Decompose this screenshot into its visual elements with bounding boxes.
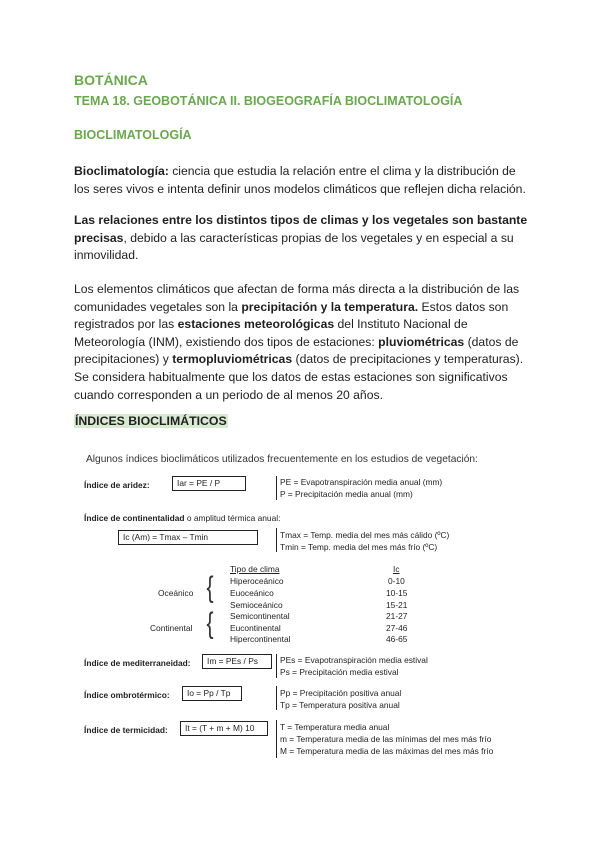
clima-row-range: 46-65	[386, 634, 408, 644]
clima-row-range: 15-21	[386, 600, 408, 610]
paragraph-climate-elements	[74, 281, 534, 404]
continentalidad-def1: Tmax = Temp. media del mes más cálido (ºC)	[280, 530, 450, 540]
clima-row-name: Hipercontinental	[230, 634, 291, 644]
clima-row-name: Hiperoceánico	[230, 576, 284, 586]
continentalidad-label: Índice de continentalidad	[84, 513, 185, 523]
text-span: (datos de precipitaciones) y	[74, 334, 519, 367]
divider-line	[276, 720, 277, 758]
termicidad-label: Índice de termicidad:	[84, 725, 168, 735]
termicidad-formula: It = (T + m + M) 10	[180, 721, 268, 736]
continental-group: Continental	[150, 623, 193, 633]
indices-figure	[80, 452, 530, 764]
bold-span: pluviométricas	[378, 334, 465, 349]
termicidad-def3: M = Temperatura media de las máximas del mes más frío	[280, 746, 494, 756]
text-span: del Instituto Nacional de Meteorología (INM), existiendo dos tipos de estaciones:	[74, 317, 468, 349]
divider-line	[276, 654, 277, 678]
clima-row-range: 10-15	[386, 588, 408, 598]
continentalidad-def2: Tmin = Temp. media del mes más frío (ºC)	[280, 542, 438, 552]
oceanico-brace: {	[206, 571, 214, 604]
divider-line	[276, 528, 277, 552]
topic-title: TEMA 18. GEOBOTÁNICA II. BIOGEOGRAFÍA BIOCLIMATOLOGÍA	[74, 94, 463, 108]
ombrotermico-formula: Io = Pp / Tp	[182, 686, 242, 701]
bold-span: precipitación y la temperatura.	[241, 299, 419, 314]
definition-text: ciencia que estudia la relación entre el clima y la distribución de los seres vivos e intenta definir unos modelos climáticos que reflejen dicha relación.	[74, 164, 526, 196]
relations-text: , debido a las características propias de los vegetales y en especial a su inmovilidad.	[74, 230, 514, 263]
continentalidad-formula: Ic (Am) = Tmax – Tmin	[118, 530, 258, 545]
relations-bold: Las relaciones entre los distintos tipos de climas y los vegetales son bastante precisas	[74, 213, 528, 245]
section-heading: BIOCLIMATOLOGÍA	[74, 128, 192, 142]
aridez-def1: PE = Evapotranspiración media anual (mm)	[280, 477, 443, 487]
bold-span: estaciones meteorológicas	[177, 317, 335, 332]
clima-row-name: Eucontinental	[230, 623, 281, 633]
aridez-formula: Iar = PE / P	[172, 476, 246, 491]
continentalidad-label-rest: o amplitud térmica anual:	[184, 513, 281, 523]
mediterraneidad-formula: Im = PEs / Ps	[202, 654, 272, 669]
clima-row-name: Semioceánico	[230, 600, 283, 610]
mediterraneidad-label: Índice de mediterraneidad:	[84, 658, 191, 668]
continental-brace: {	[206, 607, 214, 640]
term-bioclimatologia: Bioclimatología:	[74, 164, 169, 178]
paragraph-relations	[74, 212, 534, 265]
aridez-def2: P = Precipitación media anual (mm)	[280, 489, 413, 499]
oceanico-group: Oceánico	[158, 588, 194, 598]
text-span: (datos de precipitaciones y temperaturas). Se considera habitualmente que los datos de estas estaciones son significativos cuando corresponden a un periodo de al menos 20 años.	[74, 352, 524, 402]
termicidad-def1: T = Temperatura media anual	[280, 722, 390, 732]
clima-col-header: Tipo de clima	[230, 564, 280, 574]
clima-row-range: 21-27	[386, 611, 408, 621]
text-span: Los elementos climáticos que afectan de forma más directa a la distribución de las comunidades vegetales son la	[74, 282, 520, 314]
paragraph-definition	[74, 163, 534, 198]
clima-row-range: 0-10	[388, 576, 405, 586]
clima-row-range: 27-46	[386, 623, 408, 633]
mediterraneidad-def1: PEs = Evapotranspiración media estival	[280, 655, 428, 665]
termicidad-def2: m = Temperatura media de las mínimas del mes más frío	[280, 734, 492, 744]
ombrotermico-def1: Pp = Precipitación positiva anual	[280, 688, 402, 698]
continentalidad-label-line	[84, 513, 280, 523]
mediterraneidad-def2: Ps = Precipitación media estival	[280, 667, 399, 677]
text-span: Estos datos son registrados por las	[74, 299, 509, 332]
divider-line	[276, 476, 277, 500]
figure-caption: Algunos índices bioclimáticos utilizados frecuentemente en los estudios de vegetación:	[86, 454, 478, 465]
divider-line	[276, 686, 277, 710]
bold-span: termopluviométricas	[172, 352, 293, 367]
indices-heading: ÍNDICES BIOCLIMÁTICOS	[75, 414, 227, 428]
ombrotermico-label: Índice ombrotérmico:	[84, 690, 170, 700]
clima-row-name: Semicontinental	[230, 611, 290, 621]
ic-col-header: Ic	[393, 564, 400, 574]
aridez-label: Índice de aridez:	[84, 480, 150, 490]
subject-title: BOTÁNICA	[74, 72, 148, 88]
clima-row-name: Euoceánico	[230, 588, 274, 598]
ombrotermico-def2: Tp = Temperatura positiva anual	[280, 700, 400, 710]
